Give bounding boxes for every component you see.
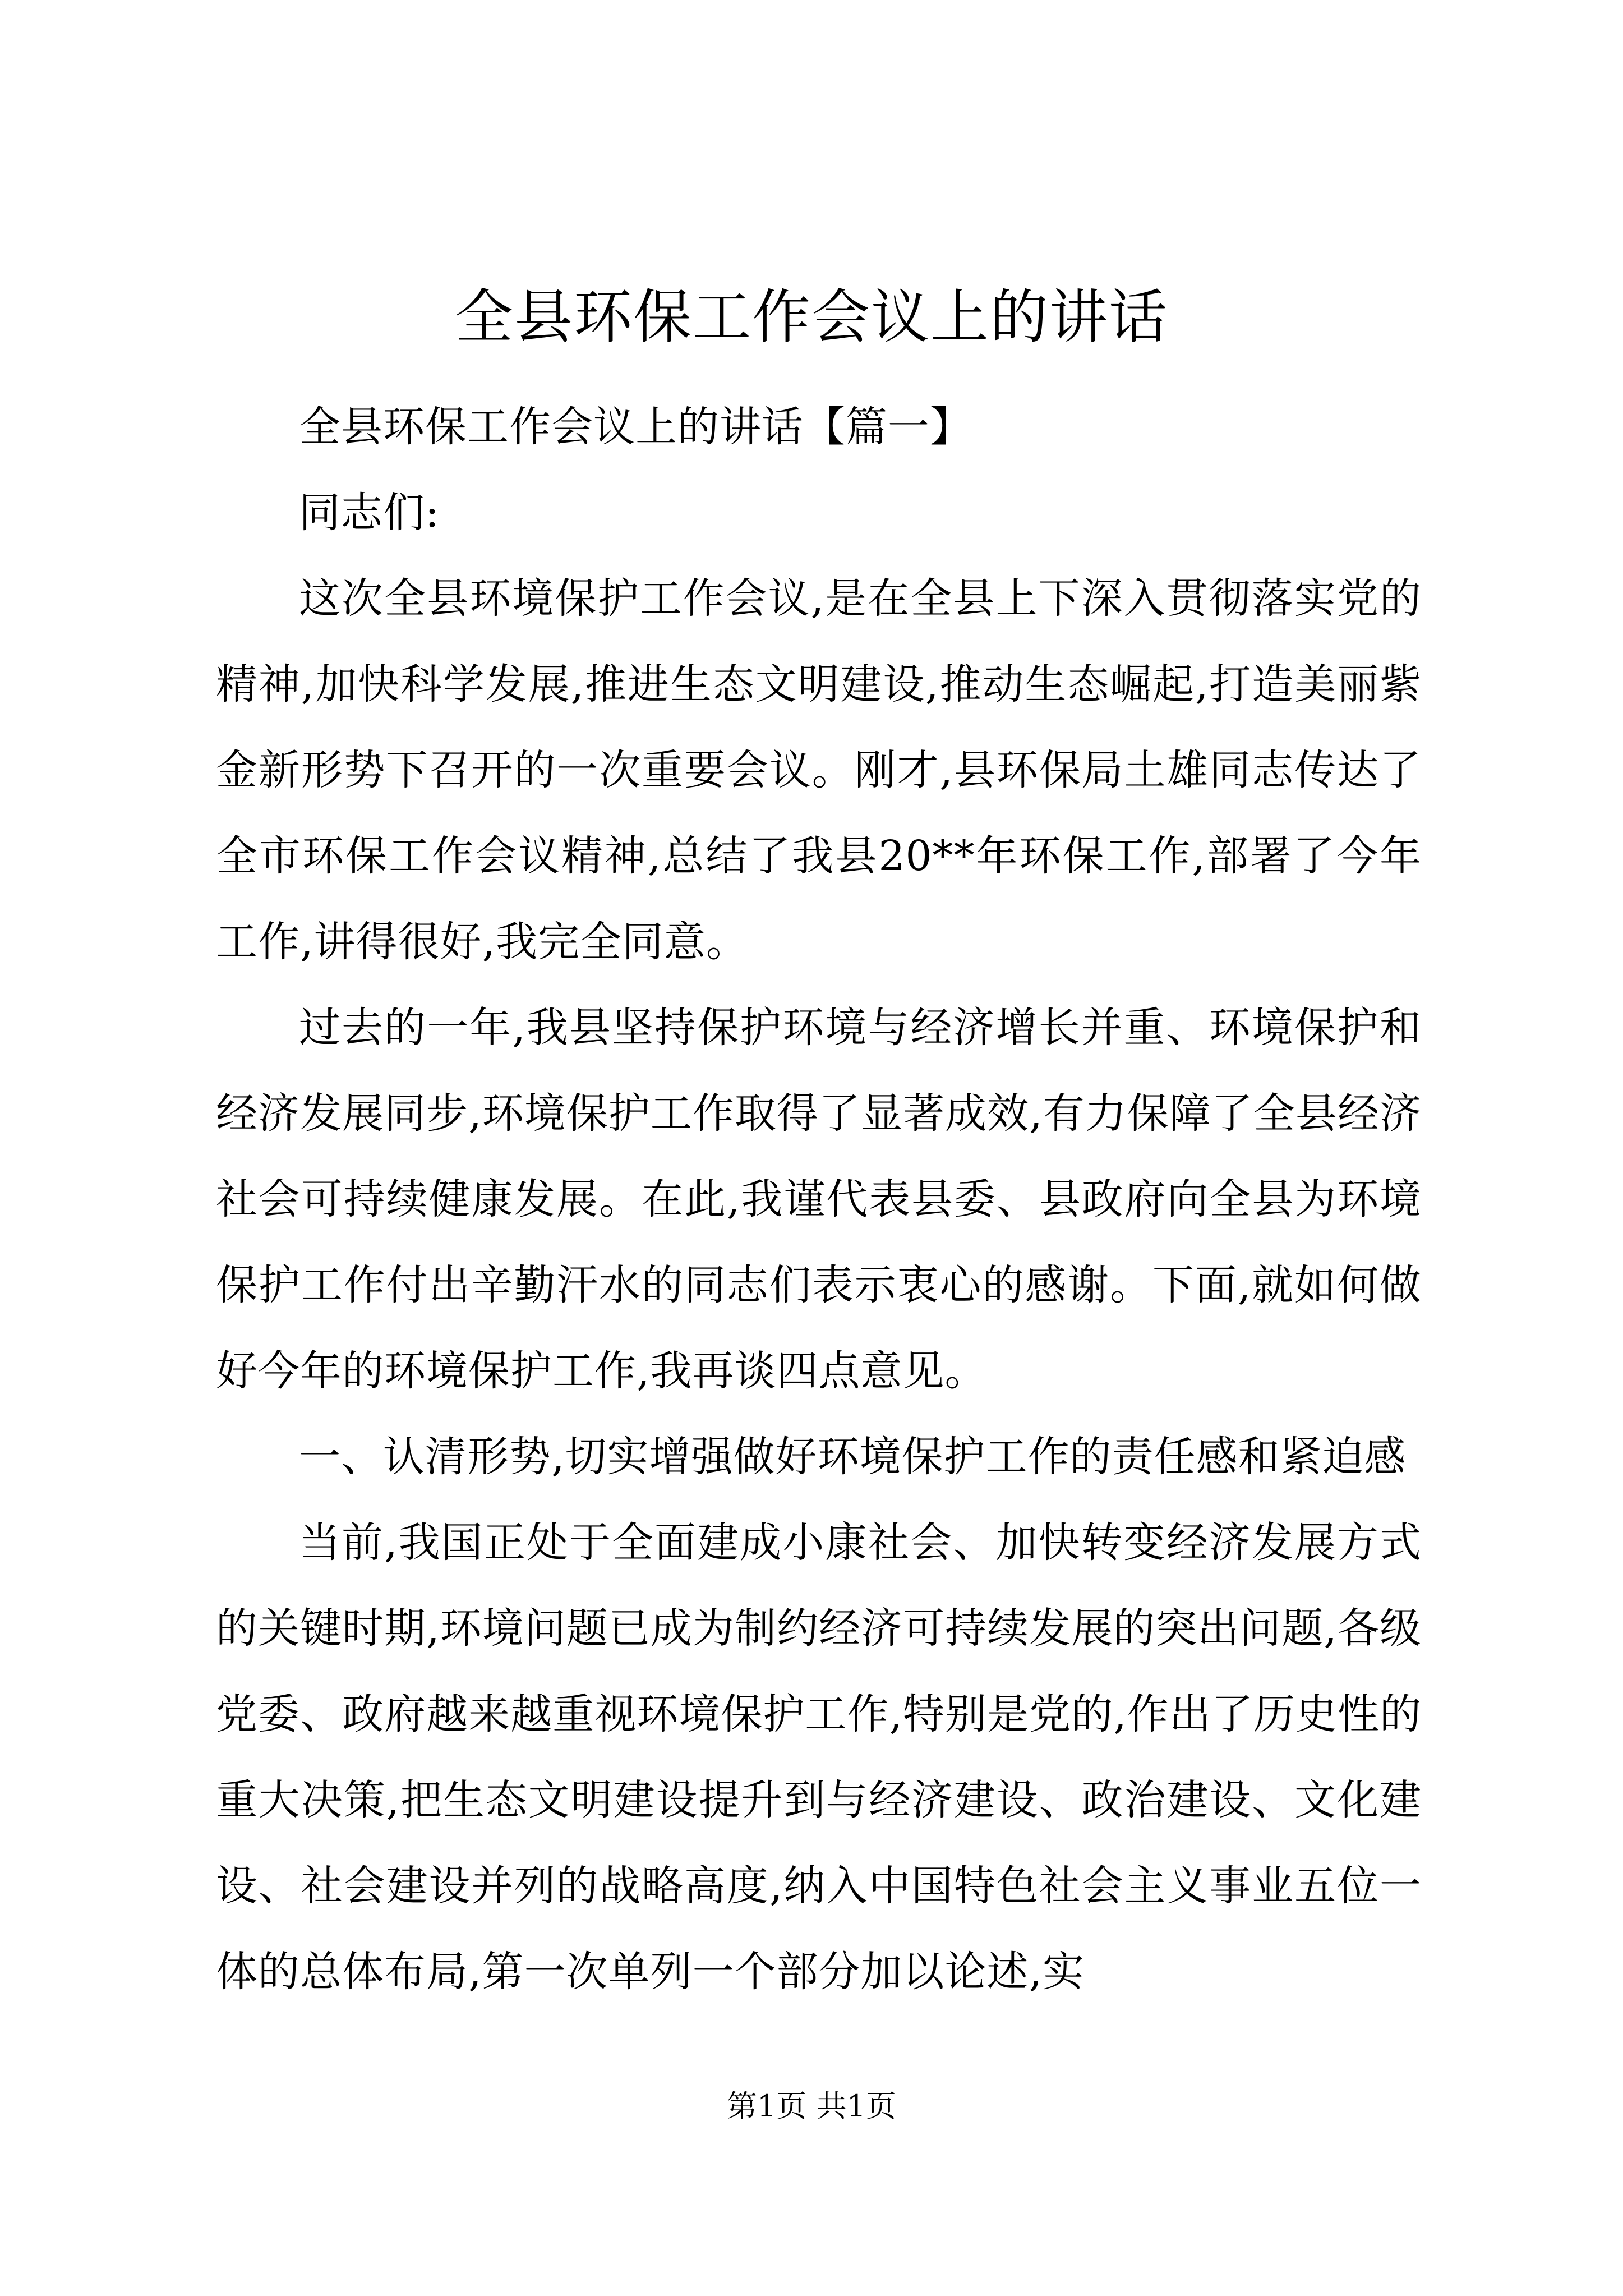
paragraph: 过去的一年,我县坚持保护环境与经济增长并重、环境保护和经济发展同步,环境保护工作取得了显著成效,有力保障了全县经济社会可持续健康发展。在此,我谨代表县委、县政府向全县为环境保护工作付出辛勤汗水的同志们表示衷心的感谢。下面,就如何做好今年的环境保护工作,我再谈四点意见。: [216, 1004, 1422, 1395]
document-body: [216, 384, 1422, 2015]
page-number-footer: 第1页 共1页: [727, 2088, 896, 2124]
section-heading: 全县环保工作会议上的讲话【篇一】: [299, 403, 972, 451]
salutation: 同志们:: [299, 489, 440, 537]
subheading: 一、认清形势,切实增强做好环境保护工作的责任感和紧迫感: [299, 1433, 1407, 1481]
paragraph: 当前,我国正处于全面建成小康社会、加快转变经济发展方式的关键时期,环境问题已成为制约经济可持续发展的突出问题,各级党委、政府越来越重视环境保护工作,特别是党的,作出了历史性的重大决策,把生态文明建设提升到与经济建设、政治建设、文化建设、社会建设并列的战略高度,纳入中国特色社会主义事业五位一体的总体布局,第一次单列一个部分加以论述,实: [216, 1519, 1422, 1996]
paragraph: 这次全县环境保护工作会议,是在全县上下深入贯彻落实党的精神,加快科学发展,推进生态文明建设,推动生态崛起,打造美丽紫金新形势下召开的一次重要会议。刚才,县环保局土雄同志传达了全市环保工作会议精神,总结了我县20**年环保工作,部署了今年工作,讲得很好,我完全同意。: [216, 574, 1422, 966]
document-title: 全县环保工作会议上的讲话: [454, 283, 1168, 351]
